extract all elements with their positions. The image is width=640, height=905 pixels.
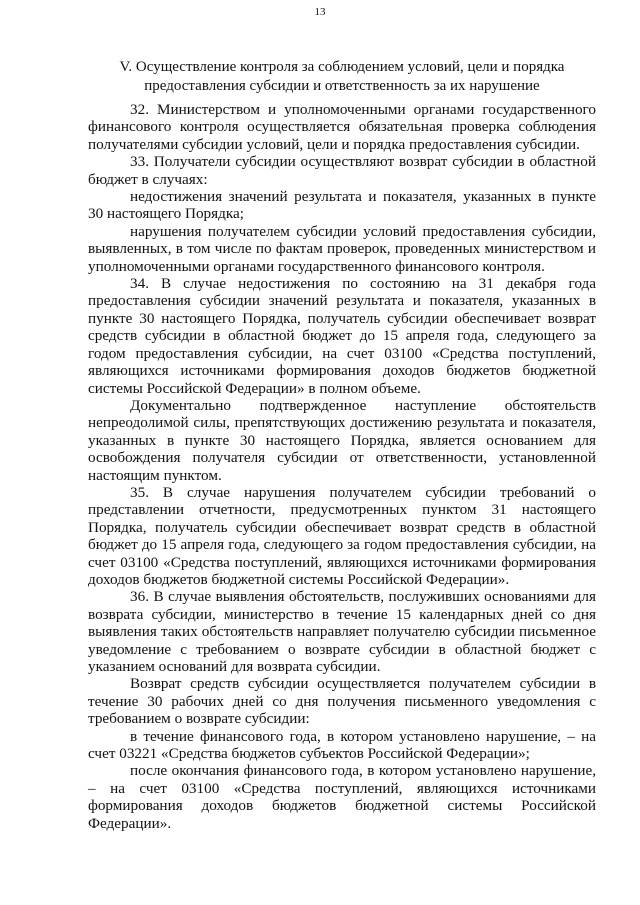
paragraph-36-current-year: в течение финансового года, в котором установлено нарушение, – на счет 03221 «Средства бюджетов субъектов Российской Федерации»; (88, 727, 596, 763)
paragraph-36-return: Возврат средств субсидии осуществляется получателем субсидии в течение 30 рабочих дней со дня получения письменного уведомления с требованием о возврате субсидии: (88, 675, 596, 728)
paragraph-35: 35. В случае нарушения получателем субсидии требований о представлении отчетности, предусмотренных пунктом 31 настоящего Порядка, получатель субсидии обеспечивает возврат средств в областной бюджет до 15 апреля года, следующего за годом предоставления субсидии, на счет 03100 «Средства поступлений, являющихся источниками формирования доходов бюджетов бюджетной системы Российской Федерации». (88, 483, 596, 588)
paragraph-34: 34. В случае недостижения по состоянию на 31 декабря года предоставления субсидии значений результата и показателя, указанных в пункте 30 настоящего Порядка, получатель субсидии обеспечивает возврат средств субсидии в областной бюджет до 15 апреля года, следующего за годом предоставления субсидии, на счет 03100 «Средства поступлений, являющихся источниками формирования доходов бюджетов бюджетной системы Российской Федерации» в полном объеме. (88, 275, 596, 397)
paragraph-33: 33. Получатели субсидии осуществляют возврат субсидии в областной бюджет в случаях: (88, 153, 596, 188)
section-heading (88, 58, 596, 96)
paragraph-33-case-2: нарушения получателем субсидии условий предоставления субсидии, выявленных, в том числе по фактам проверок, проведенных министерством и уполномоченными органами государственного финансового контроля. (88, 222, 596, 275)
paragraph-32: 32. Министерством и уполномоченными органами государственного финансового контроля осуществляется обязательная проверка соблюдения получателями субсидии условий, цели и порядка предоставления субсидии. (88, 101, 596, 153)
page-number: 13 (314, 6, 326, 18)
paragraph-33-case-1: недостижения значений результата и показателя, указанных в пункте 30 настоящего Порядка; (88, 188, 596, 223)
section-title-line-1: V. Осуществление контроля за соблюдением условий, цели и порядка (119, 59, 565, 75)
paragraph-34-force-majeure: Документально подтвержденное наступление обстоятельств непреодолимой силы, препятствующих достижению результата и показателя, указанных в пункте 30 настоящего Порядка, является основанием для освобождения получателя субсидии от ответственности, установленной настоящим пунктом. (88, 396, 596, 484)
section-title-line-2: предоставления субсидии и ответственность за их нарушение (144, 78, 540, 94)
paragraph-36-after-year: после окончания финансового года, в котором установлено нарушение, – на счет 03100 «Средства поступлений, являющихся источниками формирования доходов бюджетов бюджетной системы Российской Федерации». (88, 762, 596, 832)
document-body (88, 101, 596, 832)
paragraph-36: 36. В случае выявления обстоятельств, послуживших основаниями для возврата субсидии, министерство в течение 15 календарных дней со дня выявления таких обстоятельств направляет получателю субсидии письменное уведомление с требованием о возврате субсидии в областной бюджет с указанием оснований для возврата субсидии. (88, 588, 596, 675)
